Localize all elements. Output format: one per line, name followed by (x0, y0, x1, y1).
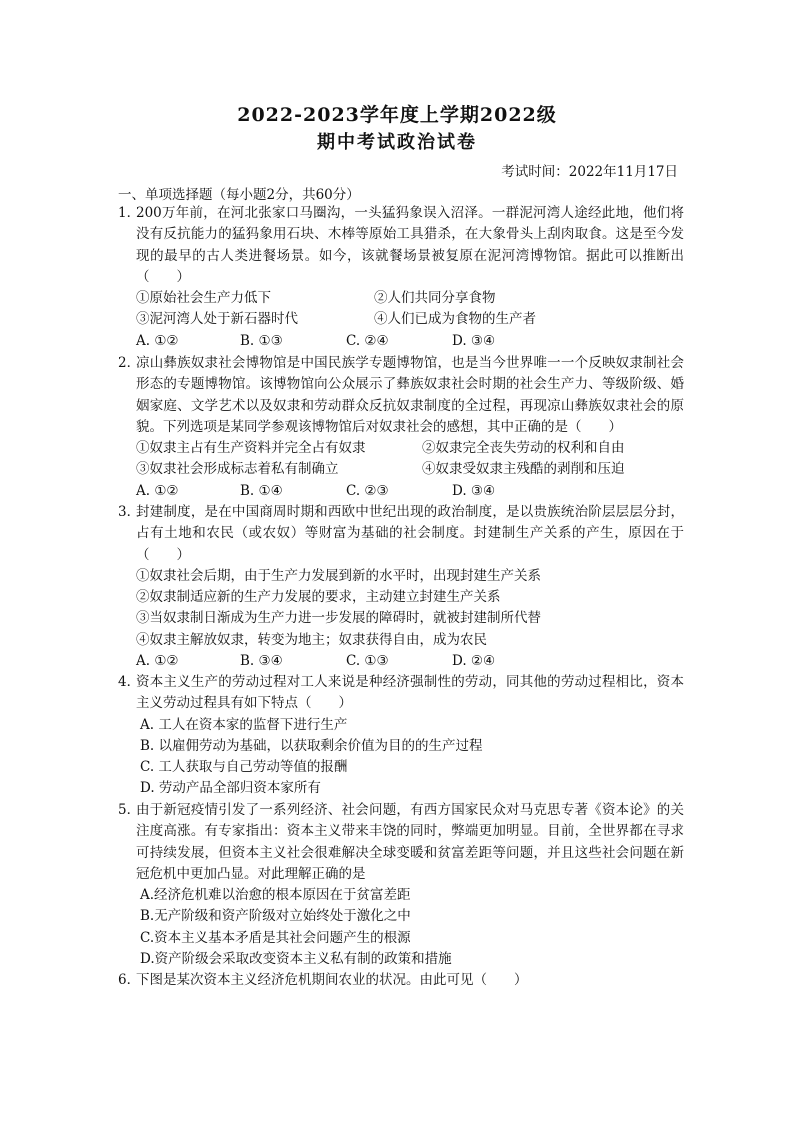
question-number: 6． (118, 972, 141, 988)
question-number: 5． (118, 802, 141, 818)
choice-a: A. ①② (136, 482, 179, 499)
choice-c: C. ①③ (346, 653, 389, 670)
statement-1: ①原始社会生产力低下 (136, 290, 271, 307)
question-1 (118, 203, 684, 352)
question-stem: 资本主义生产的劳动过程对工人来说是种经济强制性的劳动，同其他的劳动过程相比，资本主义劳动过程具有如下特点（ ） (136, 674, 684, 712)
choice-c: C. 工人获取与自己劳动等值的报酬 (140, 759, 348, 776)
choice-c: C.资本主义基本矛盾是其社会问题产生的根源 (140, 929, 411, 946)
question-stem: 由于新冠疫情引发了一系列经济、社会问题，有西方国家民众对马克思专著《资本论》的关注度高涨。有专家指出：资本主义带来丰饶的同时，弊端更加明显。目前，全世界都在寻求可持续发展，但资本主义社会很难解决全球变暖和贫富差距等问题，并且这些社会问题在新冠危机中更加凸显。对此理解正确的是 (136, 802, 684, 882)
statement-4: ④奴隶主解放奴隶，转变为地主；奴隶获得自由，成为农民 (136, 631, 487, 648)
choice-a: A. ①② (136, 332, 179, 349)
statement-3: ③当奴隶制日渐成为生产力进一步发展的障碍时，就被封建制所代替 (136, 610, 541, 627)
question-stem: 200万年前，在河北张家口马圈沟，一头猛犸象误入沼泽。一群泥河湾人途经此地，他们将没有反抗能力的猛犸象用石块、木棒等原始工具猎杀，在大象骨头上刮肉取食。这是至今发现的最早的古人类进餐场景。如今，该就餐场景被复原在泥河湾博物馆。据此可以推断出（ ） (136, 205, 684, 285)
question-2 (118, 353, 684, 502)
question-5 (118, 800, 684, 970)
statement-row (136, 288, 684, 309)
statement-2: ②奴隶制适应新的生产力发展的要求，主动建立封建生产关系 (136, 589, 501, 606)
statement-3: ③奴隶社会形成标志着私有制确立 (136, 461, 339, 478)
choice-d: D. ③④ (452, 332, 496, 349)
exam-title: 2022-2023学年度上学期2022级 (237, 104, 557, 126)
statement-row (136, 459, 684, 480)
statement-1: ①奴隶社会后期，由于生产力发展到新的水平时，出现封建生产关系 (136, 567, 541, 584)
statement-row (136, 309, 684, 330)
question-3 (118, 502, 684, 672)
choice-a: A.经济危机难以治愈的根本原因在于贫富差距 (140, 887, 411, 904)
choice-b: B. 以雇佣劳动为基础，以获取剩余价值为目的的生产过程 (140, 737, 483, 754)
statement-row (136, 438, 684, 459)
choice-d: D. 劳动产品全部归资本家所有 (140, 780, 321, 797)
choice-c: C. ②④ (346, 332, 389, 349)
choice-d: D. ③④ (452, 482, 496, 499)
choice-b: B. ③④ (240, 653, 283, 670)
choice-d: D. ②④ (452, 653, 496, 670)
choice-row (136, 331, 684, 352)
question-number: 1． (118, 205, 141, 221)
question-number: 3． (118, 504, 141, 520)
section-heading: 一、单项选择题（每小题2分，共60分） (118, 187, 360, 203)
statement-3: ③泥河湾人处于新石器时代 (136, 311, 298, 328)
choice-a: A. 工人在资本家的监督下进行生产 (140, 716, 348, 733)
choice-b: B.无产阶级和资产阶级对立始终处于激化之中 (140, 908, 411, 925)
choice-row (136, 481, 684, 502)
statement-4: ④人们已成为食物的生产者 (374, 311, 536, 328)
exam-subtitle: 期中考试政治试卷 (317, 132, 477, 153)
statement-4: ④奴隶受奴隶主残酷的剥削和压迫 (422, 461, 625, 478)
question-stem: 下图是某次资本主义经济危机期间农业的状况。由此可见（ ） (136, 972, 528, 988)
choice-a: A. ①② (136, 653, 179, 670)
question-number: 2． (118, 355, 141, 371)
choice-row (136, 651, 684, 672)
question-number: 4． (118, 674, 141, 690)
choice-b: B. ①③ (240, 332, 283, 349)
choice-d: D.资产阶级会采取改变资本主义私有制的政策和措施 (140, 951, 452, 968)
question-4 (118, 672, 684, 800)
question-6 (118, 970, 684, 991)
question-stem: 凉山彝族奴隶社会博物馆是中国民族学专题博物馆，也是当今世界唯一一个反映奴隶制社会形态的专题博物馆。该博物馆向公众展示了彝族奴隶社会时期的社会生产力、等级阶级、婚姻家庭、文学艺术以及奴隶和劳动群众反抗奴隶制度的全过程，再现凉山彝族奴隶社会的原貌。下列选项是某同学参观该博物馆后对奴隶社会的感想，其中正确的是（ ） (136, 355, 684, 435)
question-stem: 封建制度，是在中国商周时期和西欧中世纪出现的政治制度，是以贵族统治阶层层层分封，占有土地和农民（或农奴）等财富为基础的社会制度。封建制生产关系的产生，原因在于（ ） (136, 504, 684, 563)
statement-2: ②人们共同分享食物 (374, 290, 496, 307)
statement-1: ①奴隶主占有生产资料并完全占有奴隶 (136, 440, 366, 457)
choice-c: C. ②③ (346, 482, 389, 499)
exam-time: 考试时间：2022年11月17日 (501, 164, 678, 180)
statement-2: ②奴隶完全丧失劳动的权利和自由 (422, 440, 625, 457)
choice-b: B. ①④ (240, 482, 283, 499)
